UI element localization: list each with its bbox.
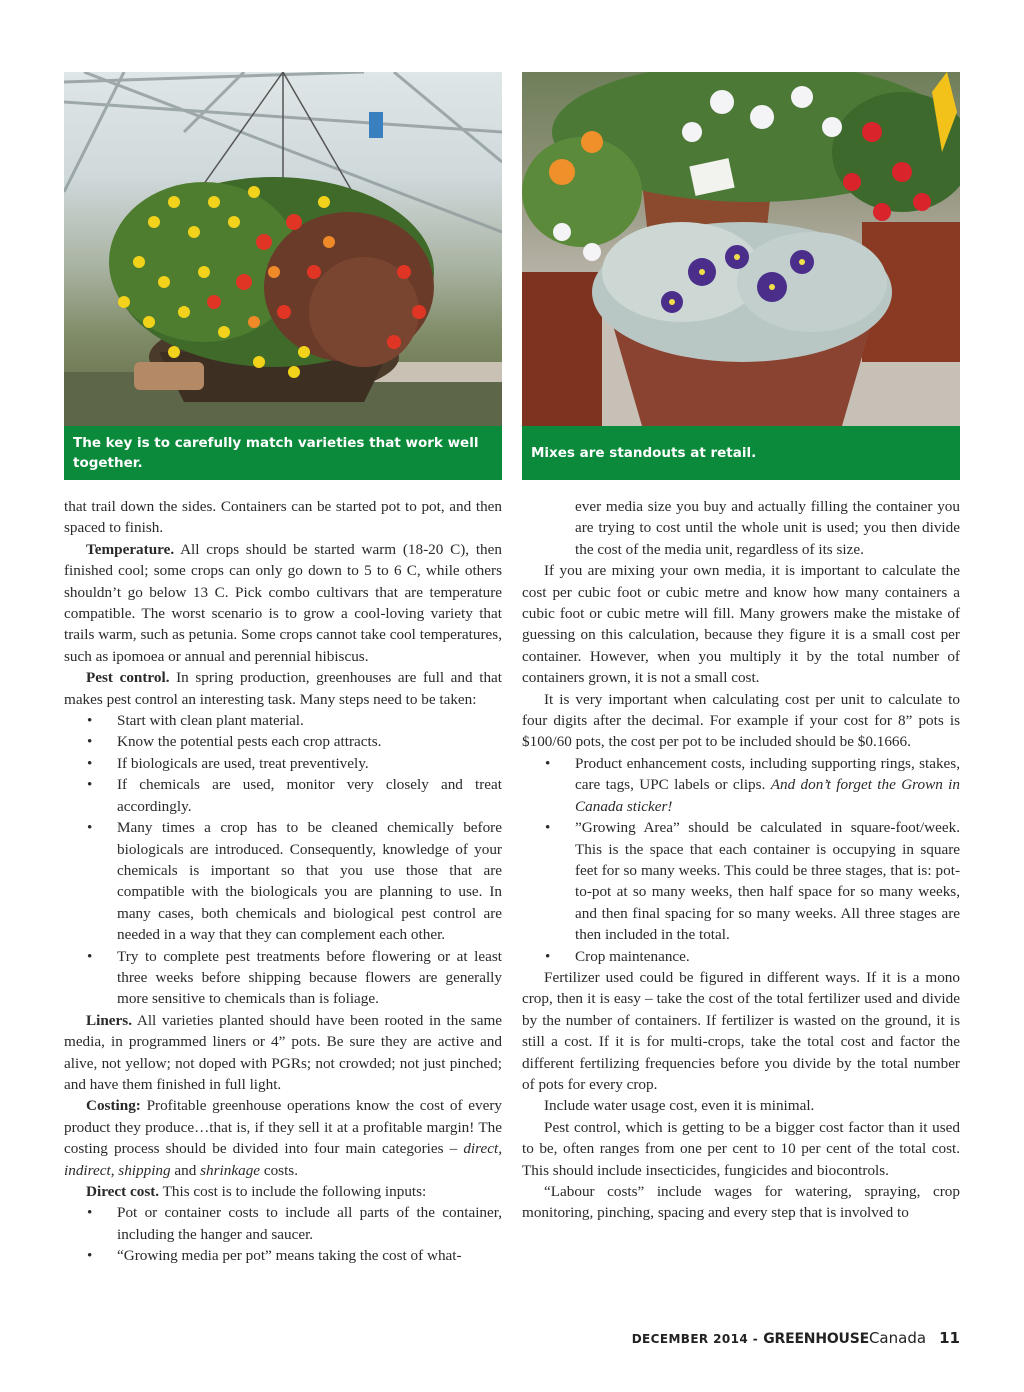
paragraph-direct-cost: Direct cost. This cost is to include the following inputs: bbox=[86, 1183, 427, 1200]
footer-date: DECEMBER 2014 - bbox=[631, 1332, 759, 1346]
pest-control-list bbox=[64, 710, 502, 1010]
direct-cost-list bbox=[64, 1202, 502, 1266]
list-item: • Start with clean plant material. bbox=[117, 710, 502, 731]
paragraph-labour: “Labour costs” include wages for watering, spraying, crop monitoring, pinching, spacing and every step that is involved to bbox=[522, 1183, 960, 1222]
footer-magazine-name-suffix: Canada bbox=[868, 1329, 927, 1347]
heading-pest-control: Pest control. bbox=[86, 669, 170, 687]
cost-items-list bbox=[522, 753, 960, 967]
paragraph-water: Include water usage cost, even it is minimal. bbox=[544, 1097, 815, 1115]
page-footer bbox=[0, 1328, 960, 1347]
list-item: • Crop maintenance. bbox=[575, 946, 960, 967]
paragraph-fertilizer: Fertilizer used could be figured in different ways. If it is a mono crop, then it is easy – take the cost of the total fertilizer used and divide by the number of containers. If fertilizer is wasted on the ground, it is still a cost. If it is for multi-crops, take the total cost and factor the different fertilizing frequencies before you divide by the total number of pots for every crop. bbox=[522, 968, 960, 1093]
list-item: • Know the potential pests each crop attracts. bbox=[117, 731, 502, 752]
paragraph-mixing-media: If you are mixing your own media, it is important to calculate the cost per cubic foot or cubic metre and know how many containers a cubic foot or cubic metre will fill. Many growers make the mistake of guessing on this calculation, because they figure it is a small cost per container. However, when you multiply it by the total number of containers grown, it is not a small cost. bbox=[522, 562, 960, 687]
paragraph-pest-cost: Pest control, which is getting to be a bigger cost factor than it used to be, often ranges from one per cent to 10 per cent of the total cost. This should include insecticides, fungicides and biocontrols. bbox=[522, 1118, 960, 1179]
list-item: • Try to complete pest treatments before flowering or at least three weeks before shipping because flowers are generally more sensitive to chemicals than is foliage. bbox=[117, 946, 502, 1010]
paragraph-liners: Liners. All varieties planted should have been rooted in the same media, in programmed liners or 4” pots. Be sure they are active and alive, not yellow; not doped with PGRs; not crowded; not just pinched; and have them finished in full light. bbox=[64, 1011, 502, 1093]
list-item: • Many times a crop has to be cleaned chemically before biologicals are introduced. Consequently, knowledge of your chemicals is important so that you use those that are compatible with the biologicals you are planning to use. In many cases, both chemicals and biological pest control are needed in a way that they can complement each other. bbox=[117, 817, 502, 945]
list-item: • Product enhancement costs, including supporting rings, stakes, care tags, UPC labels or clips. And don’t forget the Grown in Canada sticker! bbox=[575, 753, 960, 817]
heading-costing: Costing: bbox=[86, 1097, 141, 1115]
photo-hanging-basket bbox=[64, 72, 502, 426]
list-item: • If chemicals are used, monitor very closely and treat accordingly. bbox=[117, 774, 502, 817]
heading-direct-cost: Direct cost. bbox=[86, 1183, 160, 1200]
hanging-basket-illustration bbox=[64, 72, 502, 426]
paragraph-intro: that trail down the sides. Containers can be started pot to pot, and then spaced to finish. bbox=[64, 498, 502, 537]
list-item: • Pot or container costs to include all parts of the container, including the hanger and saucer. bbox=[117, 1202, 502, 1245]
paragraph-media-continued: ever media size you buy and actually filling the container you are trying to cost until the whole unit is used; you then divide the cost of the media unit, regardless of its size. bbox=[575, 498, 960, 558]
paragraph-costing: Costing: Profitable greenhouse operations know the cost of every product they produce…that is, if they sell it at a profitable margin! The costing process should be divided into four main categories – direct, indirect, shipping and shrinkage costs. bbox=[64, 1097, 502, 1179]
paragraph-pest-control: Pest control. In spring production, greenhouses are full and that makes pest control an interesting task. Many steps need to be taken: bbox=[64, 669, 502, 708]
footer-magazine-name: GREENHOUSE bbox=[763, 1331, 869, 1347]
photo-mixed-containers bbox=[522, 72, 960, 426]
heading-liners: Liners. bbox=[86, 1011, 132, 1029]
paragraph-temperature: Temperature. All crops should be started warm (18-20 C), then finished cool; some crops can only go down to 5 to 6 C, while others shouldn’t go below 13 C. Pick combo cultivars that are temperature compatible. The worst scenario is to grow a cool-loving variety that trails warm, such as petunia. Some crops cannot take cool temperatures, such as ipomoea or annual and perennial hibiscus. bbox=[64, 540, 502, 665]
photo-caption-left: The key is to carefully match varieties that work well together. bbox=[64, 426, 502, 480]
list-item: • ”Growing Area” should be calculated in square-foot/week. This is the space that each container is occupying in square feet for so many weeks. This could be three stages, that is: pot-to-pot at so many weeks, then half space for so many weeks, and then final spacing for so many weeks. All three stages are then included in the total. bbox=[575, 817, 960, 945]
list-item: • If biologicals are used, treat preventively. bbox=[117, 753, 502, 774]
article-column-left bbox=[64, 496, 502, 1267]
photo-caption-right: Mixes are standouts at retail. bbox=[522, 426, 960, 480]
container-mix-illustration bbox=[522, 72, 960, 426]
heading-temperature: Temperature. bbox=[86, 540, 175, 558]
list-item: • “Growing media per pot” means taking the cost of what- bbox=[117, 1245, 502, 1266]
page-number: 11 bbox=[939, 1329, 960, 1347]
paragraph-four-digits: It is very important when calculating cost per unit to calculate to four digits after the decimal. For example if your cost for 8” pots is $100/60 pots, the cost per pot to be included should be $0.1666. bbox=[522, 690, 960, 751]
article-column-right bbox=[522, 496, 960, 1224]
